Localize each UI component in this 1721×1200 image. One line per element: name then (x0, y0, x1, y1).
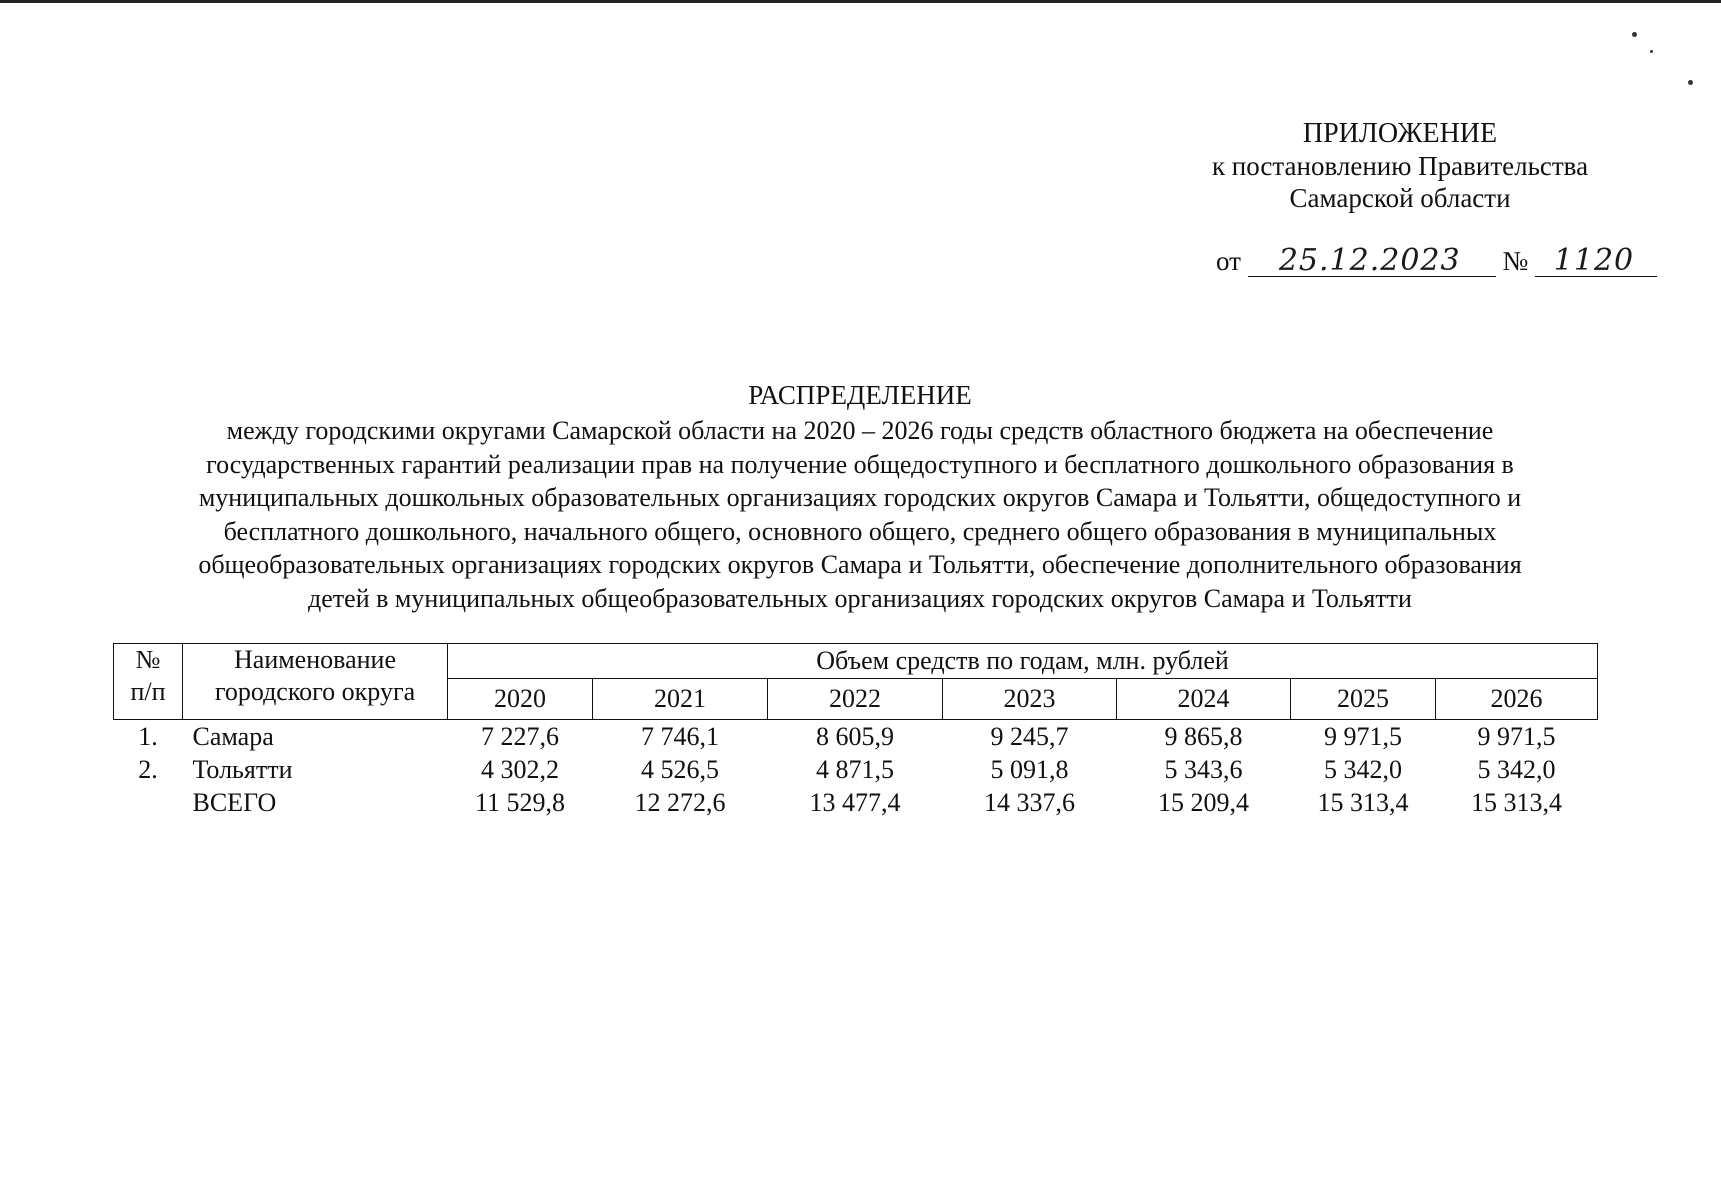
subtitle-line: детей в муниципальных общеобразовательных организациях городских округов Самара и Тольятти (308, 583, 1412, 613)
decree-number-sign: № (1502, 246, 1529, 276)
row-value: 8 605,9 (816, 721, 894, 751)
col-group-header: Объем средств по годам, млн. рублей (448, 644, 1598, 679)
row-value: 14 337,6 (984, 787, 1075, 817)
row-value: 15 209,4 (1158, 787, 1249, 817)
decree-number: 1120 (1535, 246, 1657, 277)
table-row-total (114, 786, 1598, 819)
row-value: 15 313,4 (1471, 787, 1563, 817)
appendix-line-2: к постановлению Правительства (1211, 151, 1589, 181)
scan-speck (1650, 50, 1653, 53)
decree-date: 25.12.2023 (1248, 246, 1496, 277)
subtitle-line: между городскими округами Самарской области на 2020 – 2026 годы средств областного бюджета на обеспечение (226, 416, 1494, 445)
distribution-table (113, 643, 1598, 819)
document-subtitle (90, 414, 1630, 615)
appendix-header (1150, 118, 1650, 214)
document-title: РАСПРЕДЕЛЕНИЕ (748, 380, 972, 410)
row-value: 4 302,2 (481, 754, 559, 784)
row-name: Тольятти (192, 754, 293, 784)
row-number: 2. (138, 754, 158, 784)
row-value: 9 971,5 (1324, 721, 1402, 751)
row-value: 9 245,7 (990, 721, 1069, 751)
row-value: 5 342,0 (1324, 754, 1402, 784)
year-header: 2024 (1117, 679, 1291, 720)
row-number: 1. (138, 721, 158, 751)
row-value: 5 342,0 (1477, 754, 1556, 784)
year-header: 2022 (768, 679, 943, 720)
row-value: 5 091,8 (990, 754, 1069, 784)
row-value: 11 529,8 (474, 787, 566, 817)
row-name: Самара (192, 721, 274, 751)
col-header-number-line2: п/п (130, 677, 166, 706)
col-header-number (114, 644, 183, 720)
year-header: 2021 (593, 679, 768, 720)
scan-top-border (0, 0, 1721, 3)
row-value: 4 871,5 (816, 754, 894, 784)
subtitle-line: общеобразовательных организациях городских округов Самара и Тольятти, обеспечение дополнительного образования (198, 550, 1522, 579)
scan-speck (1688, 80, 1693, 85)
year-header: 2025 (1291, 679, 1436, 720)
subtitle-line: бесплатного дошкольного, начального общего, основного общего, среднего общего образования в муниципальных (223, 516, 1497, 546)
row-value: 9 971,5 (1477, 721, 1556, 751)
year-header: 2020 (448, 679, 593, 720)
decree-reference (1216, 243, 1646, 278)
col-header-number-line1: № (135, 645, 161, 674)
table-row (114, 720, 1598, 754)
row-value: 4 526,5 (641, 754, 719, 784)
subtitle-line: государственных гарантий реализации прав на получение общедоступного и бесплатного дошкольного образования в (206, 449, 1514, 479)
appendix-title: ПРИЛОЖЕНИЕ (1302, 118, 1498, 149)
row-value: 5 343,6 (1164, 754, 1243, 784)
row-value: 9 865,8 (1164, 721, 1243, 751)
row-value: 7 227,6 (481, 721, 559, 751)
row-value: 12 272,6 (634, 787, 726, 817)
year-header: 2026 (1436, 679, 1598, 720)
appendix-line-3: Самарской области (1289, 183, 1511, 213)
decree-prefix: от (1216, 246, 1241, 276)
subtitle-line: муниципальных дошкольных образовательных организациях городских округов Самара и Тольятти, общедоступного и (198, 483, 1522, 512)
row-value: 15 313,4 (1317, 787, 1409, 817)
row-value: 7 746,1 (641, 721, 719, 751)
row-number (114, 786, 183, 819)
table-row (114, 753, 1598, 786)
row-value: 13 477,4 (809, 787, 901, 817)
col-header-name-line1: Наименование (234, 645, 396, 674)
year-header: 2023 (943, 679, 1117, 720)
col-header-name-line2: городского округа (214, 677, 416, 706)
scan-speck (1632, 32, 1637, 37)
col-header-name (183, 644, 448, 720)
row-name: ВСЕГО (192, 787, 277, 817)
